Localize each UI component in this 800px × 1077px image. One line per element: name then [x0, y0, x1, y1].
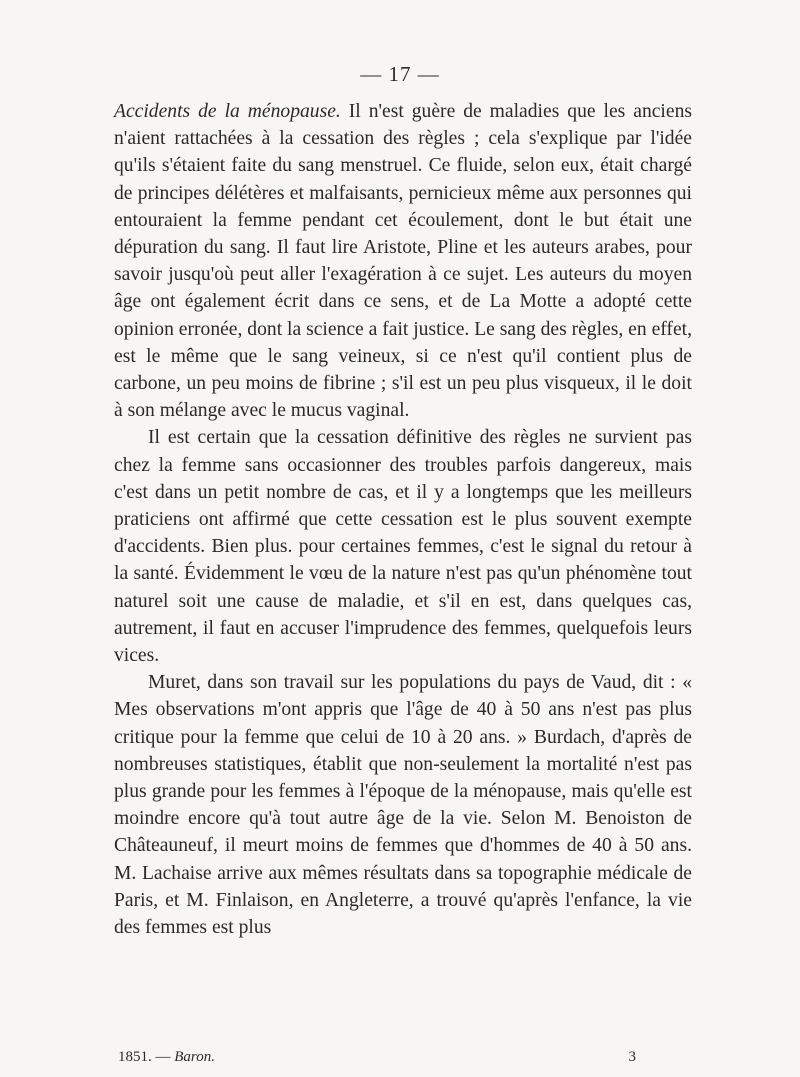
signature-mark: 3	[628, 1049, 636, 1065]
body-text	[114, 98, 692, 941]
paragraph-3: Muret, dans son travail sur les populations du pays de Vaud, dit : « Mes observations m'ont appris que l'âge de 40 à 50 ans n'est pas plus critique pour la femme que celui de 10 à 20 ans. » Burdach, d'après de nombreuses statistiques, établit que non-seulement la mortalité n'est pas plus grande pour les femmes à l'époque de la ménopause, mais qu'elle est moindre encore qu'à tout autre âge de la vie. Selon M. Benoiston de Châteauneuf, il meurt moins de femmes que d'hommes de 40 à 50 ans. M. Lachaise arrive aux mêmes résultats dans sa topographie médicale de Paris, et M. Finlaison, en Angleterre, a trouvé qu'après l'enfance, la vie des femmes est plus	[114, 672, 692, 939]
footer-year: 1851. —	[118, 1049, 171, 1065]
page-footer	[118, 1049, 636, 1066]
paragraph-1-text: Il n'est guère de maladies que les anciens n'aient rattachées à la cessation des règles ; cela s'explique par l'idée qu'ils s'étaient faite du sang menstruel. Ce fluide, selon eux, était chargé de principes délétères et malfaisants, pernicieux même aux personnes qui entouraient la femme pendant cet écoulement, dont le but était une dépuration du sang. Il faut lire Aristote, Pline et les auteurs arabes, pour savoir jusqu'où peut aller l'exagération à ce sujet. Les auteurs du moyen âge ont également écrit dans ce sens, et de La Motte a adopté cette opinion erronée, dont la science a fait justice. Le sang des règles, en effet, est le même que le sang veineux, si ce n'est qu'il contient plus de carbone, un peu moins de fibrine ; s'il est un peu plus visqueux, il le doit à son mélange avec le mucus vaginal.	[114, 101, 692, 422]
page-number: — 17 —	[360, 62, 440, 86]
paragraph-1	[114, 98, 692, 424]
footer-author: Baron.	[174, 1049, 215, 1065]
paragraph-2: Il est certain que la cessation définitive des règles ne survient pas chez la femme sans occasionner des troubles parfois dangereux, mais c'est dans un petit nombre de cas, et il y a longtemps que les meilleurs praticiens ont affirmé que cette cessation est le plus souvent exempte d'accidents. Bien plus. pour certaines femmes, c'est le signal du retour à la santé. Évidemment le vœu de la nature n'est pas qu'un phénomène tout naturel soit une cause de maladie, et s'il en est, dans quelques cas, autrement, il faut en accuser l'imprudence des femmes, quelquefois leurs vices.	[114, 427, 692, 667]
section-heading: Accidents de la ménopause.	[114, 101, 341, 122]
footer-imprint	[118, 1049, 215, 1066]
